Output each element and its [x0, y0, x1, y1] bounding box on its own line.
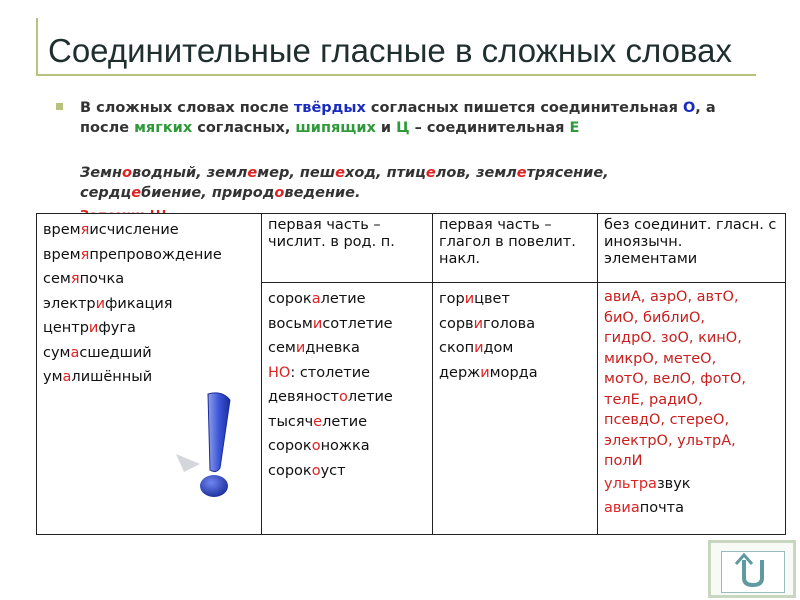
word-part: фуга [98, 320, 136, 336]
connecting-vowel: а [311, 291, 321, 307]
word-part: цвет [474, 291, 510, 307]
word-part: морда [489, 364, 538, 381]
foreign-element: гидрО. зоО, кинО, [604, 330, 742, 346]
title-frame-vertical [36, 18, 38, 76]
title-frame-horizontal [36, 74, 756, 76]
example-vowel: о [274, 185, 285, 201]
example-part: земл [206, 165, 248, 181]
example-vowel: е [425, 165, 436, 181]
connecting-vowel: и [312, 315, 323, 332]
word-part: : [290, 364, 296, 381]
word-item [604, 496, 779, 521]
word-item [43, 292, 255, 317]
word-item [43, 267, 255, 292]
word-item [439, 336, 591, 361]
word-part: столетие [295, 364, 371, 381]
example-part: ход, птиц [344, 165, 426, 181]
connecting-vowel: НО [268, 364, 291, 381]
foreign-element: полИ [604, 453, 643, 469]
example-part: биение, природ [141, 185, 275, 201]
word-part: фикация [105, 295, 173, 312]
return-button-face [721, 551, 785, 593]
examples-text [80, 163, 720, 203]
connecting-vowel: я [80, 246, 90, 263]
word-item [268, 336, 426, 361]
word-part: летие [347, 389, 393, 405]
exclamation-mark-icon [170, 390, 250, 500]
rule-part: согласных, [192, 120, 296, 136]
word-part: сотлетие [322, 315, 393, 332]
word-part: почта [639, 500, 685, 516]
connecting-vowel: и [474, 340, 484, 356]
word-part: держ [439, 364, 481, 381]
word-part: сем [268, 340, 296, 356]
word-item [268, 434, 426, 459]
rule-e: Е [569, 120, 580, 136]
connecting-vowel: е [313, 413, 323, 430]
example-part: водный, [131, 165, 207, 181]
connecting-vowel: и [95, 295, 105, 312]
connecting-vowel: и [473, 315, 484, 332]
rule-ts: Ц [396, 120, 410, 136]
rules-table [36, 213, 786, 535]
word-part: сем [43, 271, 71, 287]
word-part: восьм [268, 315, 313, 332]
word-item [604, 472, 779, 497]
word-item [268, 312, 426, 337]
word-part: врем [43, 246, 81, 263]
rule-hard: твёрдых [293, 100, 366, 116]
rule-o: О [682, 100, 696, 116]
foreign-element: псевдО, стереО, [604, 412, 730, 428]
rule-hissing: шипящих [295, 120, 376, 136]
example-vowel: о [122, 165, 132, 181]
word-part: ножка [320, 438, 370, 454]
word-part: препровождение [89, 246, 222, 263]
rule-part: согласных пишется соединительная [365, 100, 683, 116]
column-3-words [433, 283, 598, 535]
connecting-vowel: а [70, 344, 80, 361]
example-vowel: е [131, 185, 142, 201]
word-part: врем [43, 222, 81, 238]
word-item [268, 287, 426, 312]
word-part: уст [320, 462, 346, 479]
rule-text [80, 98, 720, 138]
word-part: голова [483, 315, 536, 332]
word-item [439, 312, 591, 337]
connecting-vowel: и [464, 291, 475, 307]
foreign-element: телЕ, радиО, [604, 391, 703, 408]
example-vowel: е [516, 165, 527, 181]
word-item [268, 459, 426, 484]
connecting-vowel: я [80, 222, 90, 238]
word-part: почка [79, 271, 125, 287]
example-part: ведение. [284, 185, 361, 201]
word-part: сорок [268, 462, 312, 479]
word-part: звук [656, 475, 691, 492]
word-part: сум [43, 344, 71, 361]
rule-part: – соединительная [409, 120, 570, 136]
rule-soft: мягких [134, 120, 193, 136]
word-part: дневка [305, 340, 360, 356]
example-part: лов, земл [435, 165, 517, 181]
foreign-element: мотО, велО, фотО, [604, 371, 746, 387]
word-part: девяност [268, 389, 339, 405]
word-item [268, 410, 426, 435]
word-part: летие [322, 413, 368, 430]
rule-part: и [375, 120, 397, 136]
rule-part: В сложных словах после [80, 100, 294, 116]
connecting-vowel: о [311, 462, 321, 479]
return-button[interactable] [708, 540, 796, 598]
page-title: Соединительные гласные в сложных словах [48, 32, 732, 69]
word-item [439, 287, 591, 312]
word-part: гор [439, 291, 465, 307]
connecting-vowel: о [311, 438, 321, 454]
connecting-vowel: и [295, 340, 306, 356]
word-part: лишённый [71, 369, 153, 385]
word-part: дом [483, 340, 514, 356]
rule-part: , а после [80, 100, 716, 136]
word-part: летие [320, 291, 366, 307]
header-verb: первая часть – глагол в повелит. накл. [433, 214, 598, 283]
foreign-element: микрО, метеО, [604, 350, 717, 367]
word-part: скоп [439, 340, 475, 356]
column-4-words [598, 283, 786, 535]
word-part: ум [43, 369, 63, 385]
connecting-vowel: и [480, 364, 490, 381]
bullet [56, 103, 63, 110]
word-item [43, 218, 255, 243]
word-item [439, 361, 591, 386]
word-part: тысяч [268, 413, 314, 430]
word-part: электр [43, 295, 96, 312]
connecting-vowel: я [70, 271, 80, 287]
header-numeral: первая часть – числит. в род. п. [262, 214, 433, 283]
foreign-element: ультра [604, 475, 657, 492]
connecting-vowel: и [88, 320, 99, 336]
word-part: сорок [268, 291, 312, 307]
word-part: сшедший [79, 344, 152, 361]
foreign-element: электрО, ультрА, [604, 432, 736, 449]
word-part: сорок [268, 438, 312, 454]
foreign-element: авиА, аэрО, автО, [604, 289, 739, 305]
connecting-vowel: о [339, 389, 348, 405]
word-part: сорв [439, 315, 474, 332]
word-item [268, 361, 426, 386]
foreign-element: авиа [604, 500, 640, 516]
return-arrow-icon [722, 552, 784, 592]
column-2-words [262, 283, 433, 535]
connecting-vowel: а [62, 369, 72, 385]
word-item [268, 385, 426, 410]
example-part: мер, пеш [257, 165, 336, 181]
word-part: исчисление [89, 222, 179, 238]
example-vowel: е [247, 165, 258, 181]
example-part: Земн [80, 165, 123, 181]
word-part: центр [43, 320, 89, 336]
word-item [43, 365, 255, 390]
header-foreign: без соединит. гласн. с иноязычн. элементами [598, 214, 786, 283]
example-vowel: е [335, 165, 345, 181]
example-part: трясение, [526, 165, 609, 181]
foreign-element: биО, библиО, [604, 309, 706, 326]
word-item [43, 243, 255, 268]
example-part: сердц [80, 185, 132, 201]
word-item [43, 316, 255, 341]
word-item [43, 341, 255, 366]
